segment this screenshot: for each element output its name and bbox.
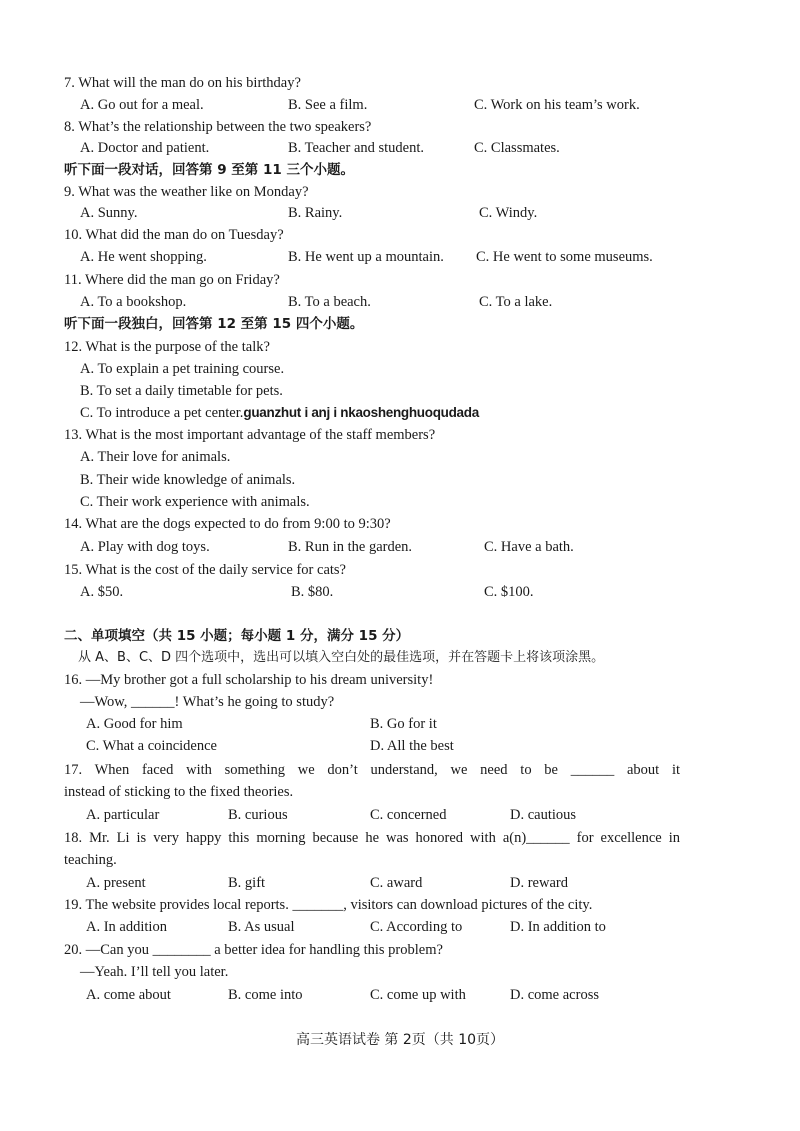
q18-option-d: D. reward [510,875,568,891]
q9-option-c: C. Windy. [479,205,538,221]
q14-option-c: C. Have a bath. [484,539,574,555]
q12-option-a: A. To explain a pet training course. [80,361,285,377]
q20-option-a: A. come about [86,987,171,1003]
q18-line2: teaching. [64,852,117,868]
q10-option-c: C. He went to some museums. [476,249,653,265]
q11-stem: 11. Where did the man go on Friday? [64,272,280,288]
page-footer: 高三英语试卷 第 2页（共 10页） [295,1032,505,1048]
q20-line2: —Yeah. I’ll tell you later. [80,964,229,980]
q18-line1: 18. Mr. Li is very happy this morning because he was honored with a(n)______ for excellence in [64,830,680,846]
q19-option-b: B. As usual [228,919,295,935]
q12-option-c [80,403,479,423]
q17-line1: 17. When faced with something we don’t understand, we need to be ______ about it [64,762,680,778]
q17-option-c: C. concerned [370,807,447,823]
q20-option-c: C. come up with [370,987,466,1003]
q18-option-a: A. present [86,875,146,891]
q18-option-b: B. gift [228,875,266,891]
q16-option-a: A. Good for him [86,716,183,732]
q11-option-a: A. To a bookshop. [80,294,187,310]
q19-option-d: D. In addition to [510,919,606,935]
q7-stem: 7. What will the man do on his birthday? [64,75,301,91]
q17-line2: instead of sticking to the fixed theories. [64,784,294,800]
q13-stem: 13. What is the most important advantage of the staff members? [64,427,436,443]
q8-stem: 8. What’s the relationship between the two speakers? [64,119,372,135]
q19-option-a: A. In addition [86,919,167,935]
q20-line1: 20. —Can you ________ a better idea for handling this problem? [64,942,443,958]
q16-option-d: D. All the best [370,738,454,754]
q9-option-a: A. Sunny. [80,205,138,221]
q10-option-a: A. He went shopping. [80,249,207,265]
q13-option-a: A. Their love for animals. [80,449,231,465]
instruction-dialogue: 听下面一段对话，回答第 9 至第 11 三个小题。 [64,162,354,178]
instruction-monologue: 听下面一段独白，回答第 12 至第 15 四个小题。 [64,316,364,332]
q17-option-a: A. particular [86,807,160,823]
q18-option-c: C. award [370,875,423,891]
q14-option-a: A. Play with dog toys. [80,539,210,555]
q20-option-b: B. come into [228,987,303,1003]
q7-option-b: B. See a film. [288,97,368,113]
q12-option-c-text: C. To introduce a pet center. [80,405,244,421]
q15-option-c: C. $100. [484,584,534,600]
q19-option-c: C. According to [370,919,463,935]
section2-heading: 二、单项填空（共 15 小题；每小题 1 分，满分 15 分） [64,628,410,644]
q15-stem: 15. What is the cost of the daily service for cats? [64,562,346,578]
q9-stem: 9. What was the weather like on Monday? [64,184,309,200]
q8-option-b: B. Teacher and student. [288,140,425,156]
q16-option-b: B. Go for it [370,716,437,732]
q17-option-b: B. curious [228,807,288,823]
q10-stem: 10. What did the man do on Tuesday? [64,227,284,243]
watermark-text: guanzhut i anj i nkaoshenghuoqudada [243,405,479,420]
q12-option-b: B. To set a daily timetable for pets. [80,383,283,399]
q11-option-b: B. To a beach. [288,294,371,310]
q8-option-a: A. Doctor and patient. [80,140,210,156]
q16-option-c: C. What a coincidence [86,738,217,754]
q10-option-b: B. He went up a mountain. [288,249,444,265]
q19-line1: 19. The website provides local reports. _______, visitors can download pictures of the city. [64,897,593,913]
q9-option-b: B. Rainy. [288,205,343,221]
q16-line1: 16. —My brother got a full scholarship to his dream university! [64,672,434,688]
section2-instruction: 从 A、B、C、D 四个选项中，选出可以填入空白处的最佳选项，并在答题卡上将该项涂黑。 [78,650,605,665]
q11-option-c: C. To a lake. [479,294,553,310]
q20-option-d: D. come across [510,987,599,1003]
q8-option-c: C. Classmates. [474,140,560,156]
q7-option-a: A. Go out for a meal. [80,97,204,113]
q15-option-b: B. $80. [291,584,334,600]
q12-stem: 12. What is the purpose of the talk? [64,339,270,355]
q17-option-d: D. cautious [510,807,577,823]
q16-line2: —Wow, ______! What’s he going to study? [80,694,335,710]
q7-option-c: C. Work on his team’s work. [474,97,640,113]
q15-option-a: A. $50. [80,584,124,600]
q13-option-c: C. Their work experience with animals. [80,494,310,510]
q14-option-b: B. Run in the garden. [288,539,413,555]
q13-option-b: B. Their wide knowledge of animals. [80,472,296,488]
q14-stem: 14. What are the dogs expected to do from 9:00 to 9:30? [64,516,391,532]
